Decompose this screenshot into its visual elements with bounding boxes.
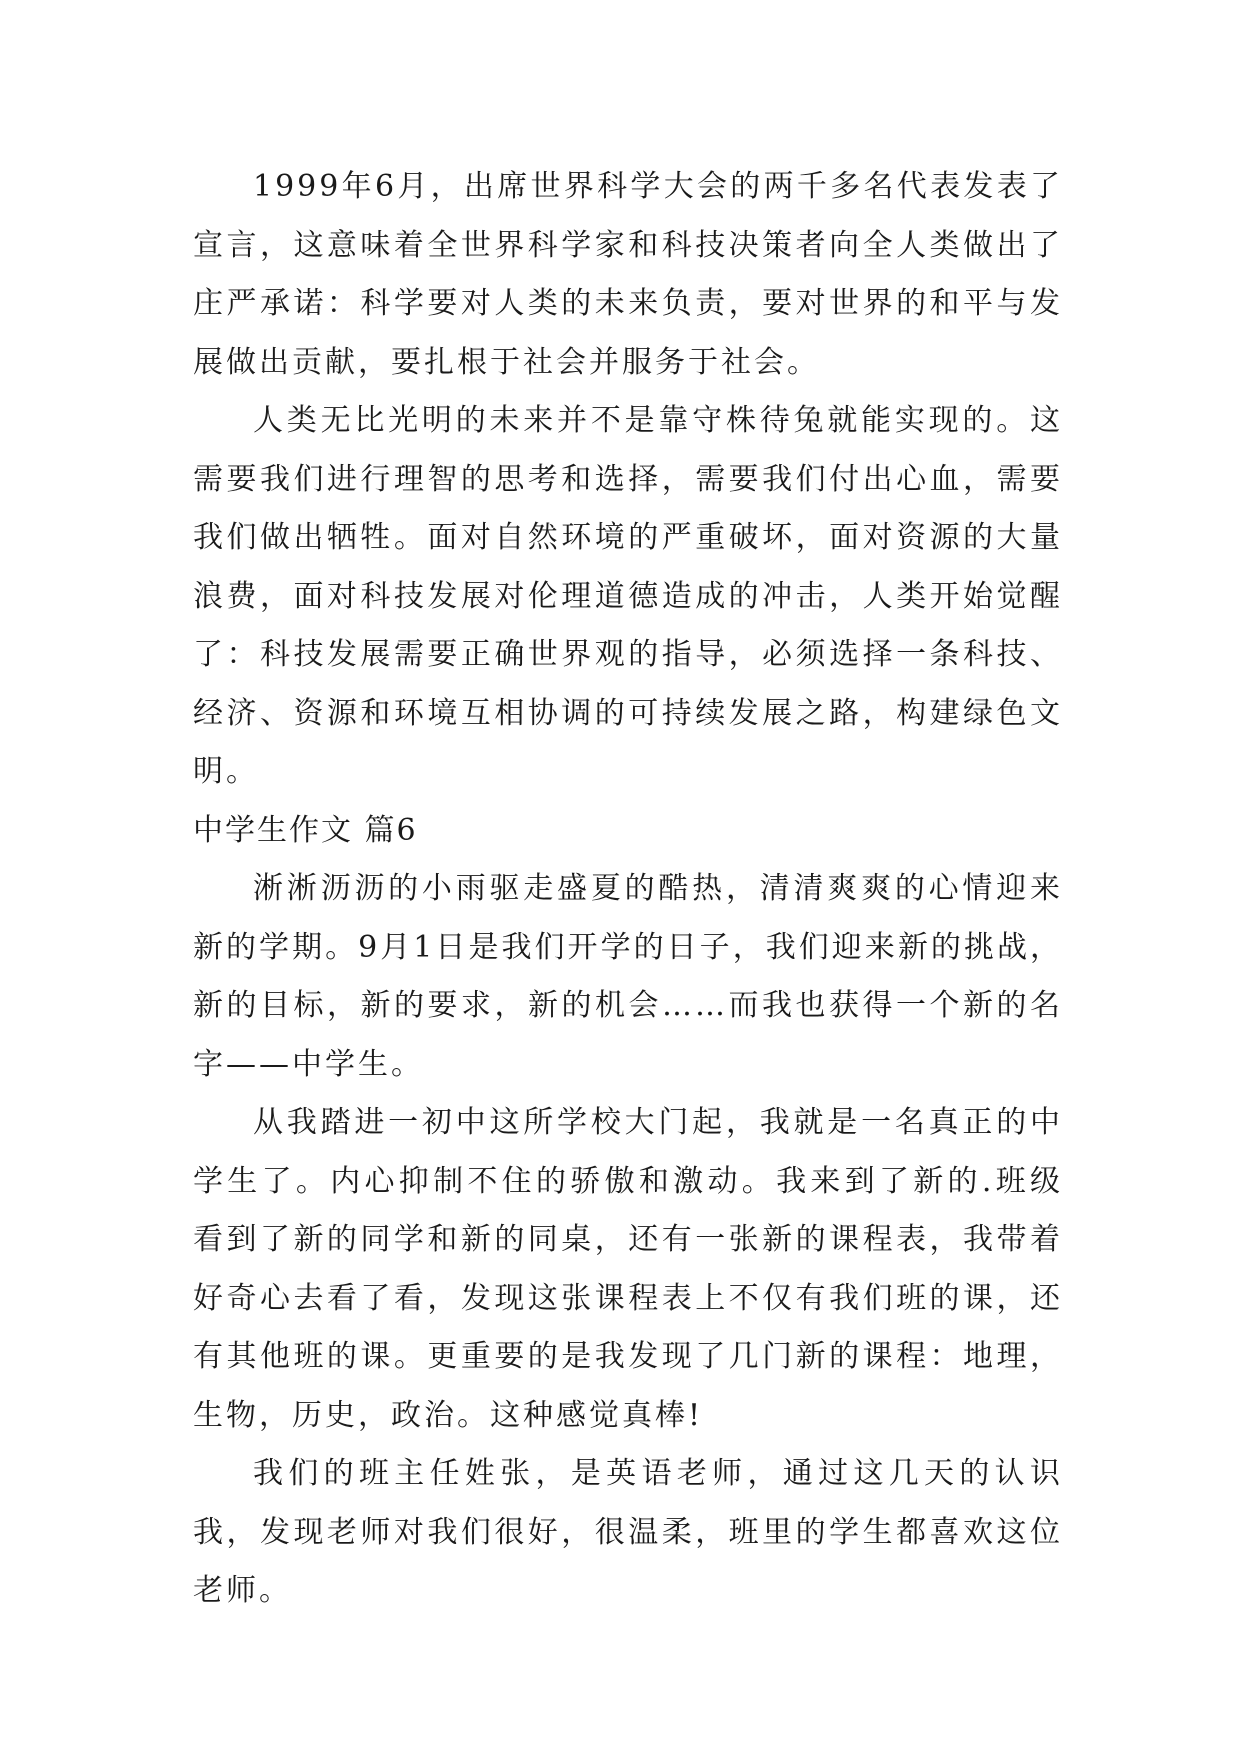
document-body [193, 158, 1063, 1621]
paragraph: 1999年6月，出席世界科学大会的两千多名代表发表了宣言，这意味着全世界科学家和科技决策者向全人类做出了庄严承诺：科学要对人类的未来负责，要对世界的和平与发展做出贡献，要扎根于社会并服务于社会。 [193, 169, 1063, 380]
paragraph: 淅淅沥沥的小雨驱走盛夏的酷热，清清爽爽的心情迎来新的学期。9月1日是我们开学的日子，我们迎来新的挑战，新的目标，新的要求，新的机会……而我也获得一个新的名字——中学生。 [193, 871, 1063, 1082]
paragraph: 从我踏进一初中这所学校大门起，我就是一名真正的中学生了。内心抑制不住的骄傲和激动。我来到了新的.班级看到了新的同学和新的同桌，还有一张新的课程表，我带着好奇心去看了看，发现这张课程表上不仅有我们班的课，还有其他班的课。更重要的是我发现了几门新的课程：地理，生物，历史，政治。这种感觉真棒! [193, 1105, 1063, 1433]
paragraph: 我们的班主任姓张，是英语老师，通过这几天的认识我，发现老师对我们很好，很温柔，班里的学生都喜欢这位老师。 [193, 1456, 1063, 1608]
paragraph: 人类无比光明的未来并不是靠守株待兔就能实现的。这需要我们进行理智的思考和选择，需要我们付出心血，需要我们做出牺牲。面对自然环境的严重破坏，面对资源的大量浪费，面对科技发展对伦理道德造成的冲击，人类开始觉醒了：科技发展需要正确世界观的指导，必须选择一条科技、经济、资源和环境互相协调的可持续发展之路，构建绿色文明。 [193, 403, 1063, 789]
section-heading: 中学生作文 篇6 [193, 812, 418, 848]
